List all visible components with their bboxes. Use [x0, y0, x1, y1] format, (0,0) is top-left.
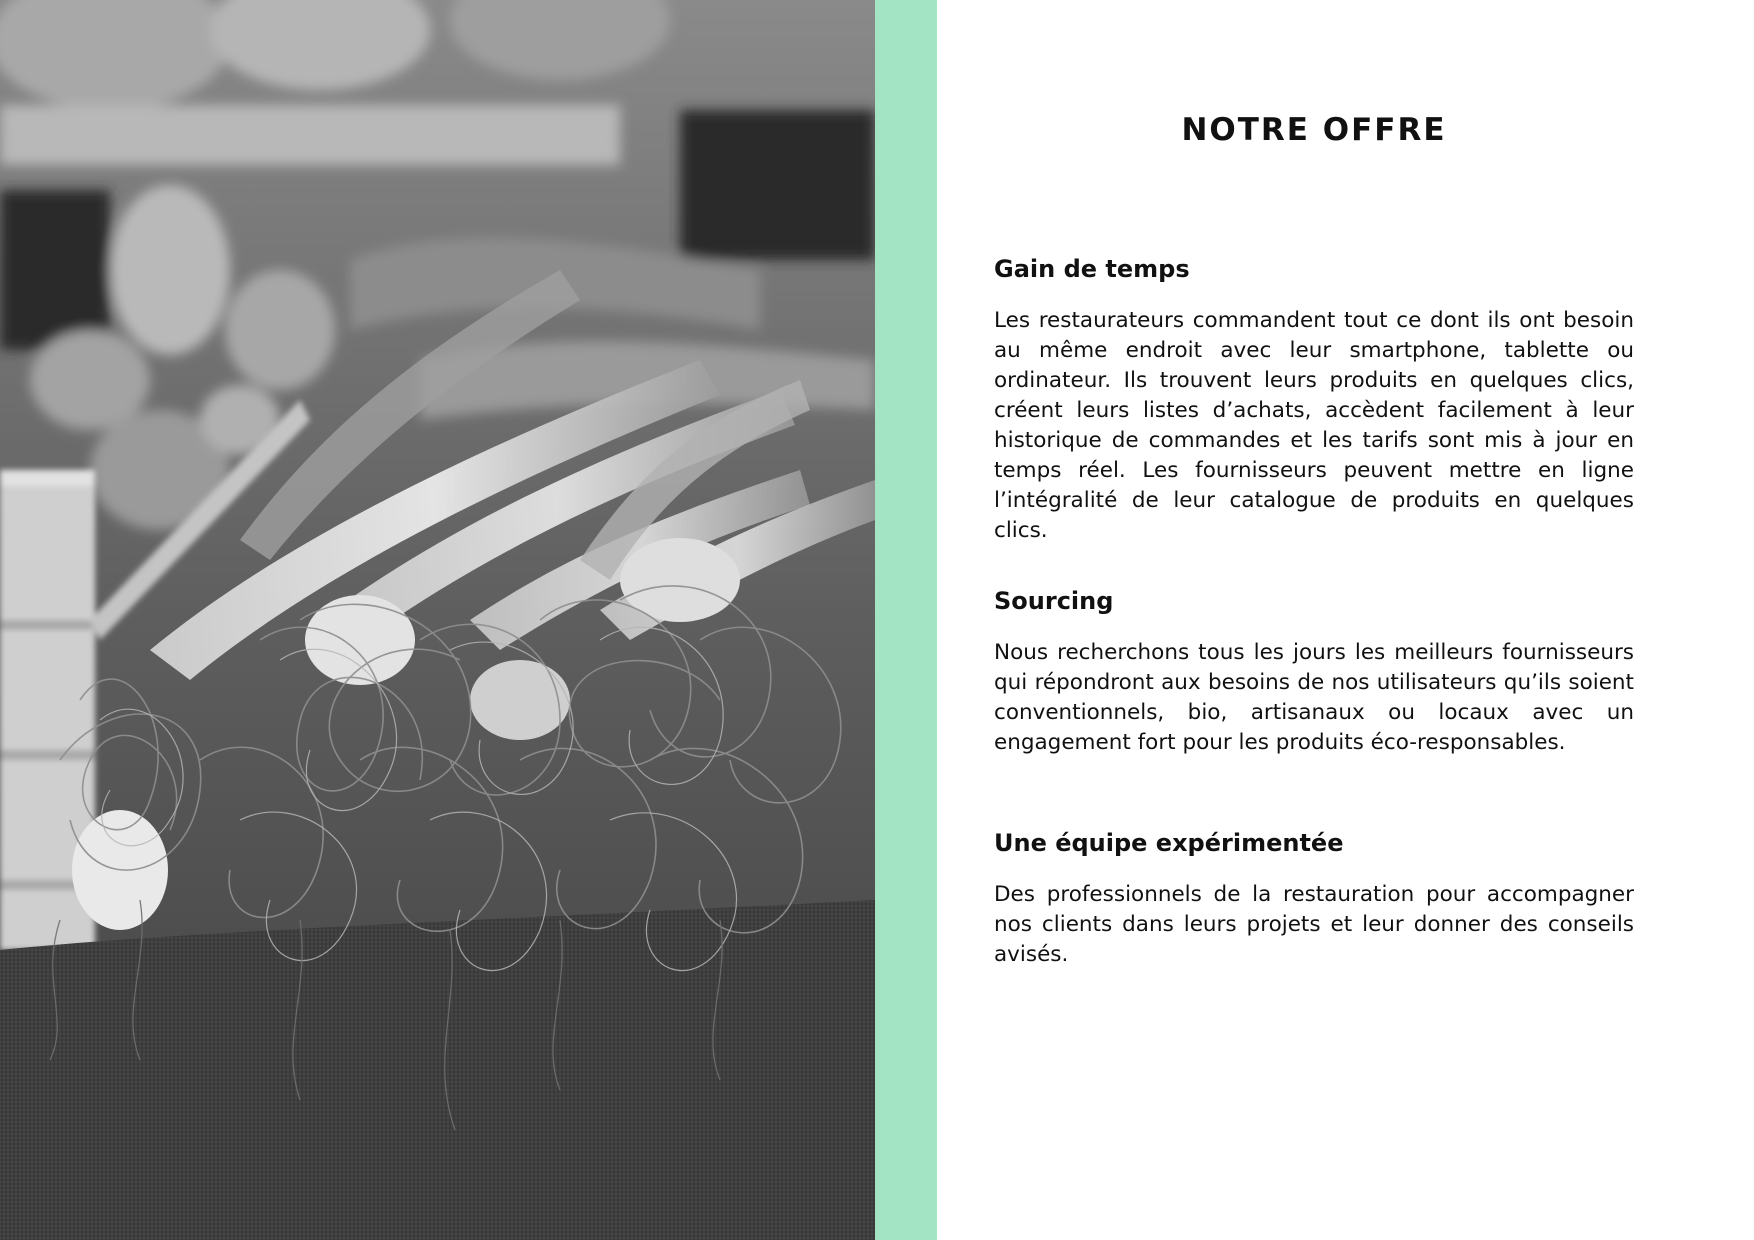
section-heading: Une équipe expérimentée: [994, 829, 1344, 857]
offer-text-column: [994, 0, 1634, 1240]
section-body: Des professionnels de la restauration pour accompagner nos clients dans leurs projets et leur donner des conseils avisés.: [994, 882, 1634, 967]
section-body: Les restaurateurs commandent tout ce dont ils ont besoin au même endroit avec leur smartphone, tablette ou ordinateur. Ils trouvent leurs produits en quelques clics, créent leurs listes d’achats, accèdent facilement à leur historique de commandes et les tarifs sont mis à jour en temps réel. Les fournisseurs peuvent mettre en ligne l’intégralité de leur catalogue de produits en quelques clics.: [994, 308, 1634, 543]
section-gain-de-temps: [994, 254, 1634, 546]
section-sourcing: [994, 586, 1634, 758]
leek-market-photo: [0, 0, 875, 1240]
section-heading: Sourcing: [994, 587, 1114, 615]
leek-photo-illustration: [0, 0, 875, 1240]
section-heading: Gain de temps: [994, 255, 1190, 283]
page-title: NOTRE OFFRE: [1181, 112, 1447, 148]
accent-stripe: [875, 0, 937, 1240]
section-body: Nous recherchons tous les jours les meilleurs fournisseurs qui répondront aux besoins de nos utilisateurs qu’ils soient conventionnels, bio, artisanaux ou locaux avec un engagement fort pour les produits éco-responsables.: [994, 640, 1634, 755]
section-equipe: [994, 828, 1634, 970]
